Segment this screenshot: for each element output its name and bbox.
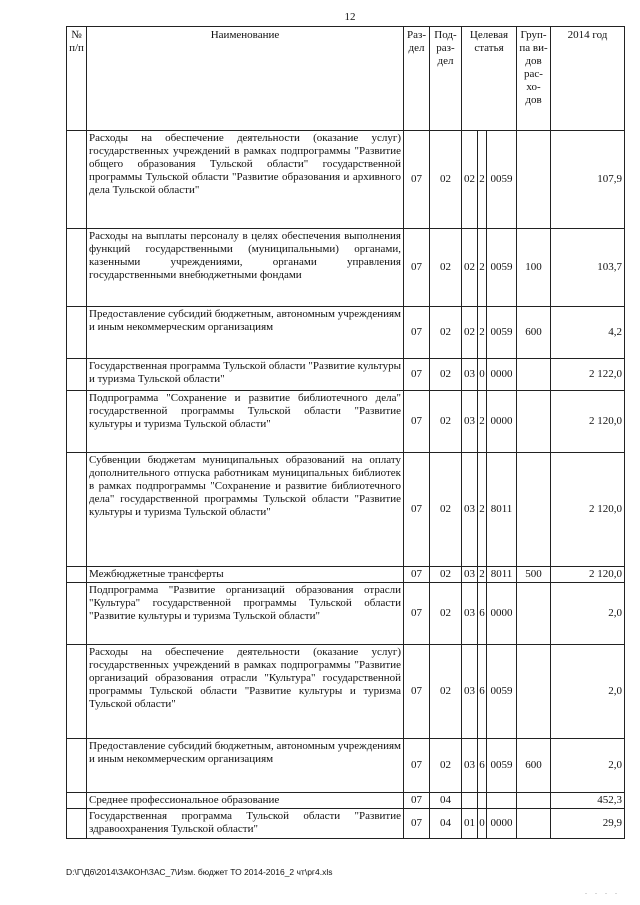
cell-expense-group: 600 xyxy=(517,739,551,793)
cell-section: 07 xyxy=(404,307,430,359)
cell-num xyxy=(67,229,87,307)
table-row xyxy=(67,229,625,307)
cell-num xyxy=(67,809,87,839)
cell-target-code: 0000 xyxy=(487,809,517,839)
header-section: Раз- дел xyxy=(404,27,430,131)
cell-amount: 4,2 xyxy=(551,307,625,359)
cell-target-program: 03 xyxy=(462,391,478,453)
cell-amount: 2,0 xyxy=(551,645,625,739)
cell-num xyxy=(67,359,87,391)
cell-target-code: 0059 xyxy=(487,645,517,739)
cell-num xyxy=(67,583,87,645)
cell-expense-group: 600 xyxy=(517,307,551,359)
header-name: Наименование xyxy=(87,27,404,131)
cell-target-subprogram: 6 xyxy=(478,583,487,645)
cell-target-code: 0059 xyxy=(487,739,517,793)
cell-subsection: 02 xyxy=(430,567,462,583)
cell-amount: 107,9 xyxy=(551,131,625,229)
cell-section: 07 xyxy=(404,809,430,839)
cell-name: Расходы на выплаты персоналу в целях обеспечения выполнения функций государственными (муниципальными) органами, казенными учреждениями, органами управления государственными внебюджетными фондами xyxy=(87,229,404,307)
cell-amount: 2 120,0 xyxy=(551,567,625,583)
table-row xyxy=(67,131,625,229)
cell-target-subprogram: 2 xyxy=(478,307,487,359)
cell-target-program: 03 xyxy=(462,453,478,567)
cell-subsection: 02 xyxy=(430,359,462,391)
cell-name: Среднее профессиональное образование xyxy=(87,793,404,809)
cell-target-subprogram: 6 xyxy=(478,739,487,793)
cell-expense-group: 100 xyxy=(517,229,551,307)
cell-section: 07 xyxy=(404,229,430,307)
cell-section: 07 xyxy=(404,645,430,739)
cell-subsection: 02 xyxy=(430,453,462,567)
cell-amount: 2 122,0 xyxy=(551,359,625,391)
cell-target-subprogram: 0 xyxy=(478,809,487,839)
header-target: Целевая статья xyxy=(462,27,517,131)
cell-target-program: 03 xyxy=(462,567,478,583)
cell-expense-group: 500 xyxy=(517,567,551,583)
cell-num xyxy=(67,739,87,793)
cell-expense-group xyxy=(517,131,551,229)
table-row xyxy=(67,809,625,839)
cell-section: 07 xyxy=(404,359,430,391)
cell-name: Расходы на обеспечение деятельности (оказание услуг) государственных учреждений в рамках подпрограммы "Развитие общего образования Тульской области" государственной программы Тульской области "Развитие образования и архивного дела Тульской области" xyxy=(87,131,404,229)
table-row xyxy=(67,307,625,359)
cell-name: Предоставление субсидий бюджетным, автономным учреждениям и иным некоммерческим организациям xyxy=(87,739,404,793)
cell-subsection: 02 xyxy=(430,131,462,229)
page-number: 12 xyxy=(344,11,356,23)
cell-target-code xyxy=(487,793,517,809)
cell-target-program: 02 xyxy=(462,229,478,307)
cell-target-code: 0000 xyxy=(487,391,517,453)
cell-target-program: 03 xyxy=(462,359,478,391)
cell-name: Государственная программа Тульской области "Развитие здравоохранения Тульской области" xyxy=(87,809,404,839)
cell-expense-group xyxy=(517,645,551,739)
cell-amount: 103,7 xyxy=(551,229,625,307)
cell-target-code: 0000 xyxy=(487,583,517,645)
cell-section: 07 xyxy=(404,131,430,229)
cell-target-subprogram: 0 xyxy=(478,359,487,391)
cell-expense-group xyxy=(517,453,551,567)
cell-amount: 29,9 xyxy=(551,809,625,839)
cell-num xyxy=(67,131,87,229)
cell-subsection: 02 xyxy=(430,229,462,307)
cell-section: 07 xyxy=(404,567,430,583)
budget-table xyxy=(66,26,625,839)
cell-target-subprogram: 2 xyxy=(478,131,487,229)
table-row xyxy=(67,793,625,809)
cell-num xyxy=(67,453,87,567)
cell-num xyxy=(67,793,87,809)
file-path-footer: D:\Г\Д6\2014\ЗАКОН\ЗАС_7\Изм. бюджет ТО 2014-2016_2 чт\рг4.xls xyxy=(66,867,333,877)
table-row xyxy=(67,359,625,391)
cell-target-program xyxy=(462,793,478,809)
cell-target-code: 8011 xyxy=(487,453,517,567)
cell-expense-group xyxy=(517,809,551,839)
header-num: № п/п xyxy=(67,27,87,131)
cell-subsection: 02 xyxy=(430,739,462,793)
table-row xyxy=(67,391,625,453)
cell-target-code: 8011 xyxy=(487,567,517,583)
cell-name: Предоставление субсидий бюджетным, автономным учреждениям и иным некоммерческим организациям xyxy=(87,307,404,359)
cell-section: 07 xyxy=(404,583,430,645)
table-row xyxy=(67,645,625,739)
cell-target-subprogram: 2 xyxy=(478,453,487,567)
cell-target-program: 03 xyxy=(462,739,478,793)
cell-subsection: 04 xyxy=(430,793,462,809)
table-row xyxy=(67,583,625,645)
cell-subsection: 04 xyxy=(430,809,462,839)
cell-num xyxy=(67,391,87,453)
cell-section: 07 xyxy=(404,793,430,809)
cell-subsection: 02 xyxy=(430,391,462,453)
cell-target-program: 03 xyxy=(462,583,478,645)
cell-target-code: 0059 xyxy=(487,229,517,307)
cell-subsection: 02 xyxy=(430,645,462,739)
table-row xyxy=(67,567,625,583)
cell-section: 07 xyxy=(404,739,430,793)
cell-amount: 2 120,0 xyxy=(551,453,625,567)
cell-target-subprogram xyxy=(478,793,487,809)
cell-target-program: 01 xyxy=(462,809,478,839)
cell-target-subprogram: 2 xyxy=(478,391,487,453)
cell-expense-group xyxy=(517,391,551,453)
cell-section: 07 xyxy=(404,453,430,567)
cell-subsection: 02 xyxy=(430,307,462,359)
cell-subsection: 02 xyxy=(430,583,462,645)
cell-expense-group xyxy=(517,583,551,645)
cell-num xyxy=(67,645,87,739)
cell-target-subprogram: 2 xyxy=(478,229,487,307)
cell-amount: 452,3 xyxy=(551,793,625,809)
cell-name: Подпрограмма "Сохранение и развитие библиотечного дела" государственной программы Тульской области "Развитие культуры и туризма Тульской области" xyxy=(87,391,404,453)
cell-expense-group xyxy=(517,359,551,391)
cell-target-code: 0059 xyxy=(487,307,517,359)
header-group: Груп- па ви- дов рас- хо- дов xyxy=(517,27,551,131)
cell-target-subprogram: 6 xyxy=(478,645,487,739)
cell-name: Межбюджетные трансферты xyxy=(87,567,404,583)
table-row xyxy=(67,453,625,567)
cell-target-code: 0059 xyxy=(487,131,517,229)
header-year: 2014 год xyxy=(551,27,625,131)
cell-target-program: 03 xyxy=(462,645,478,739)
table-row xyxy=(67,739,625,793)
cell-num xyxy=(67,567,87,583)
cell-amount: 2,0 xyxy=(551,583,625,645)
table-header-row xyxy=(67,27,625,131)
cell-expense-group xyxy=(517,793,551,809)
cell-num xyxy=(67,307,87,359)
bottom-dots: . . . . xyxy=(585,887,620,896)
cell-name: Подпрограмма "Развитие организаций образования отрасли "Культура" государственной программы Тульской области "Развитие культуры и туризма Тульской области" xyxy=(87,583,404,645)
cell-name: Субвенции бюджетам муниципальных образований на оплату дополнительного отпуска работникам муниципальных библиотек в рамках подпрограммы "Сохранение и развитие библиотечного дела" государственной программы Тульской области "Развитие культуры и туризма Тульской области" xyxy=(87,453,404,567)
cell-amount: 2 120,0 xyxy=(551,391,625,453)
cell-target-code: 0000 xyxy=(487,359,517,391)
cell-target-subprogram: 2 xyxy=(478,567,487,583)
cell-target-program: 02 xyxy=(462,307,478,359)
cell-name: Государственная программа Тульской области "Развитие культуры и туризма Тульской области" xyxy=(87,359,404,391)
cell-amount: 2,0 xyxy=(551,739,625,793)
cell-target-program: 02 xyxy=(462,131,478,229)
cell-name: Расходы на обеспечение деятельности (оказание услуг) государственных учреждений в рамках подпрограммы "Развитие организаций образования отрасли "Культура" государственной программы Тульской области "Развитие культуры и туризма Тульской области" xyxy=(87,645,404,739)
cell-section: 07 xyxy=(404,391,430,453)
header-subsection: Под- раз- дел xyxy=(430,27,462,131)
